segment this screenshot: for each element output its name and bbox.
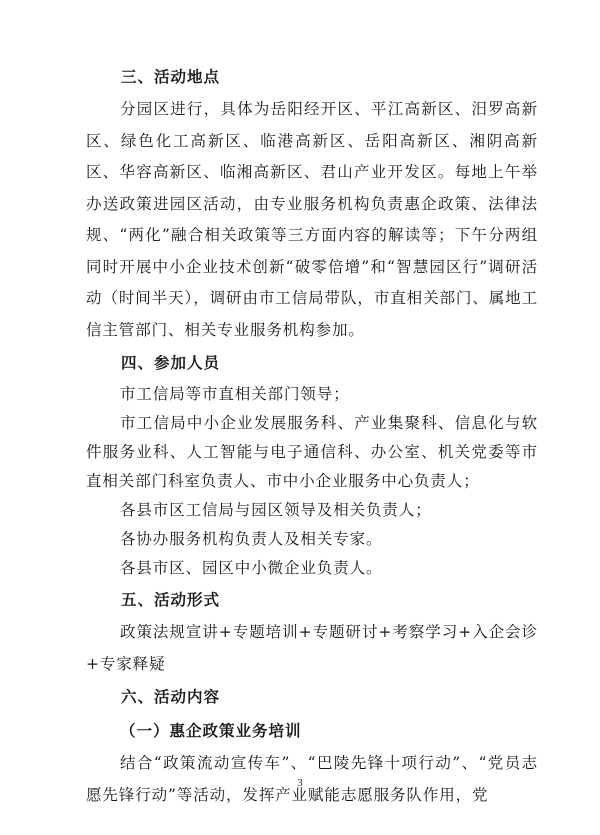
participants-item-3: 各县市区工信局与园区领导及相关负责人； [120, 501, 432, 519]
participants-item-4: 各协办服务机构负责人及相关专家。 [120, 530, 383, 548]
subsection-heading-policy-training: （一）惠企政策业务培训 [120, 722, 302, 740]
section-heading-format: 五、活动形式 [121, 591, 221, 609]
location-paragraph: 分园区进行，具体为岳阳经开区、平江高新区、汨罗高新区、绿色化工高新区、临港高新区、岳阳高新区、湘阴高新区、华容高新区、临湘高新区、君山产业开发区。每地上午举办送政策进园区活动，由专业服务机构负责惠企政策、法律法规、“两化”融合相关政策等三方面内容的解读等；下午分两组同时开展中小企业技术创新“破零倍增”和“智慧园区行”调研活动（时间半天），调研由市工信局带队，市直相关部门、属地工信主管部门、相关专业服务机构参加。 [86, 100, 538, 339]
participants-item-2: 市工信局中小企业发展服务科、产业集聚科、信息化与软件服务业科、人工智能与电子通信科、办公室、机关党委等市直相关部门科室负责人、市中小企业服务中心负责人； [86, 414, 538, 490]
participants-item-5: 各县市区、园区中小微企业负责人。 [120, 559, 383, 577]
participants-item-1: 市工信局等市直相关部门领导； [120, 385, 350, 403]
page-number: 3 [297, 777, 303, 789]
section-heading-content: 六、活动内容 [121, 688, 221, 706]
section-heading-location: 三、活动地点 [121, 68, 221, 86]
format-paragraph: 政策法规宣讲+专题培训+专题研讨+考察学习+入企会诊+专家释疑 [86, 623, 538, 673]
content-paragraph: 结合“政策流动宣传车”、“巴陵先锋十项行动”、“党员志愿先锋行动”等活动，发挥产业赋能志愿服务队作用，党 [86, 754, 538, 804]
section-heading-participants: 四、参加人员 [121, 354, 221, 372]
